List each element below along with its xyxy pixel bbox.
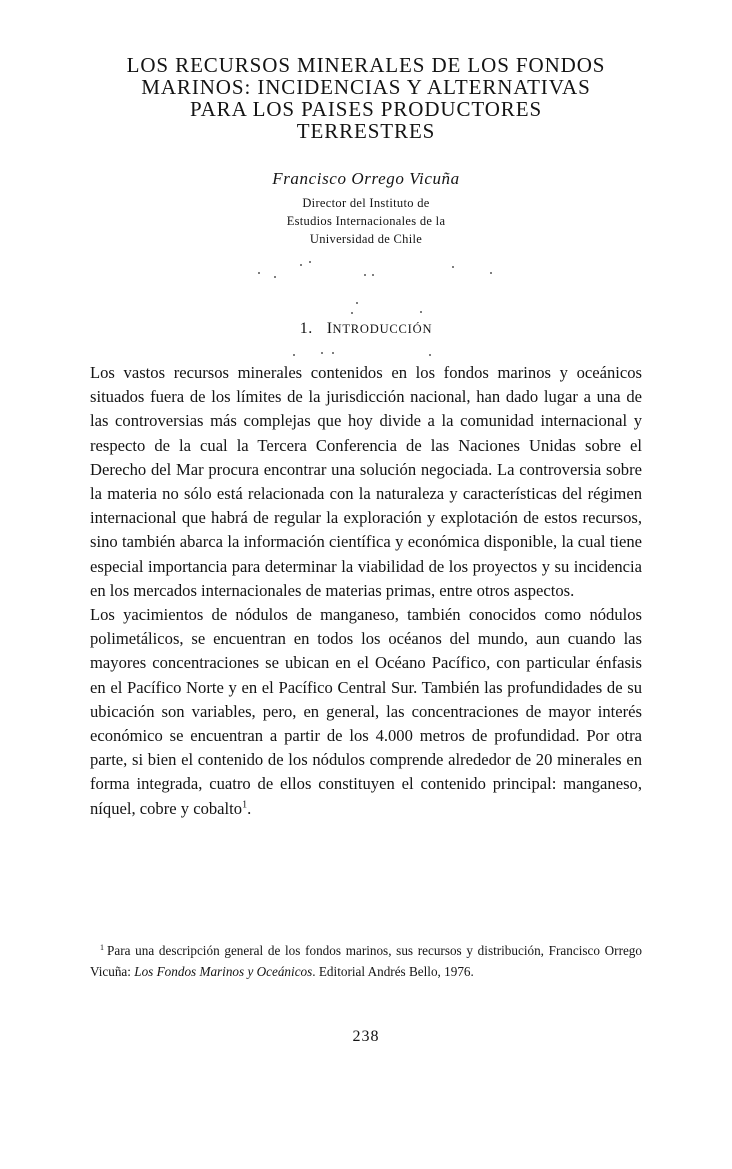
- title-line: PARA LOS PAISES PRODUCTORES: [189, 97, 543, 121]
- section-number: 1.: [299, 320, 313, 337]
- affiliation-line: Director del Instituto de: [302, 196, 430, 210]
- author-name: Francisco Orrego Vicuña: [272, 169, 460, 188]
- title-line: MARINOS: INCIDENCIAS Y ALTERNATIVAS: [141, 75, 591, 99]
- page-number: 238: [352, 1028, 380, 1045]
- paragraph-text: Los vastos recursos minerales contenidos en los fondos marinos y oceánicos situados fuera de los límites de la jurisdicción nacional, han dado lugar a una de las controversias más complejas que hoy divide a la comunidad internacional y respecto de la cual la Tercera Conferencia de las Naciones Unidas sobre el Derecho del Mar procura encontrar una solución negociada. La controversia sobre la materia no sólo está relacionada con la naturaleza y características del régimen internacional que habrá de regular la exploración y explotación de estos recursos, sino también abarca la información científica y económica disponible, la cual tiene especial importancia para determinar la viabilidad de los proyectos y su incidencia en los mercados internacionales de materias primas, entre otros aspectos.: [90, 363, 642, 600]
- footnote-book-title: Los Fondos Marinos y Oceánicos: [134, 964, 313, 979]
- section-title-rest: NTRODUCCIÓN: [332, 322, 433, 336]
- paragraph: [90, 361, 642, 603]
- author-affiliation: [80, 194, 652, 248]
- article-title: [80, 54, 652, 142]
- section-heading: [80, 319, 652, 339]
- title-line: LOS RECURSOS MINERALES DE LOS FONDOS: [126, 53, 606, 77]
- section-title-initial: I: [326, 320, 333, 337]
- footnote-reference[interactable]: 1: [242, 799, 248, 811]
- body-text: [90, 361, 642, 821]
- footnote-mark: 1: [100, 942, 104, 952]
- paragraph-text: Los yacimientos de nódulos de manganeso, también conocidos como nódulos polimetálicos, se encuentran en todos los océanos del mundo, aun cuando las mayores concentraciones se ubican en el Océano Pacífico, con particular énfasis en el Pacífico Norte y en el Pacífico Central Sur. También las profundidades de su ubicación son variables, pero, en general, las concentraciones de mayor interés económico se encuentran a partir de los 4.000 metros de profundidad. Por otra parte, si bien el contenido de los nódulos comprende alrededor de 20 minerales en forma integrada, cuatro de ellos constituyen el contenido principal: manganeso, níquel, cobre y cobalto: [90, 605, 642, 818]
- footnote-publisher: . Editorial Andrés Bello, 1976.: [312, 964, 474, 979]
- title-line: TERRESTRES: [296, 119, 436, 143]
- affiliation-line: Estudios Internacionales de la: [286, 214, 446, 228]
- footnote-text: Para una descripción general de los fondos marinos, sus recursos y distribución, Francisco Orrego Vicuña:: [90, 943, 642, 979]
- paragraph: [90, 603, 642, 821]
- affiliation-line: Universidad de Chile: [309, 232, 423, 246]
- footnote: [90, 940, 642, 982]
- paragraph-end: .: [247, 798, 252, 818]
